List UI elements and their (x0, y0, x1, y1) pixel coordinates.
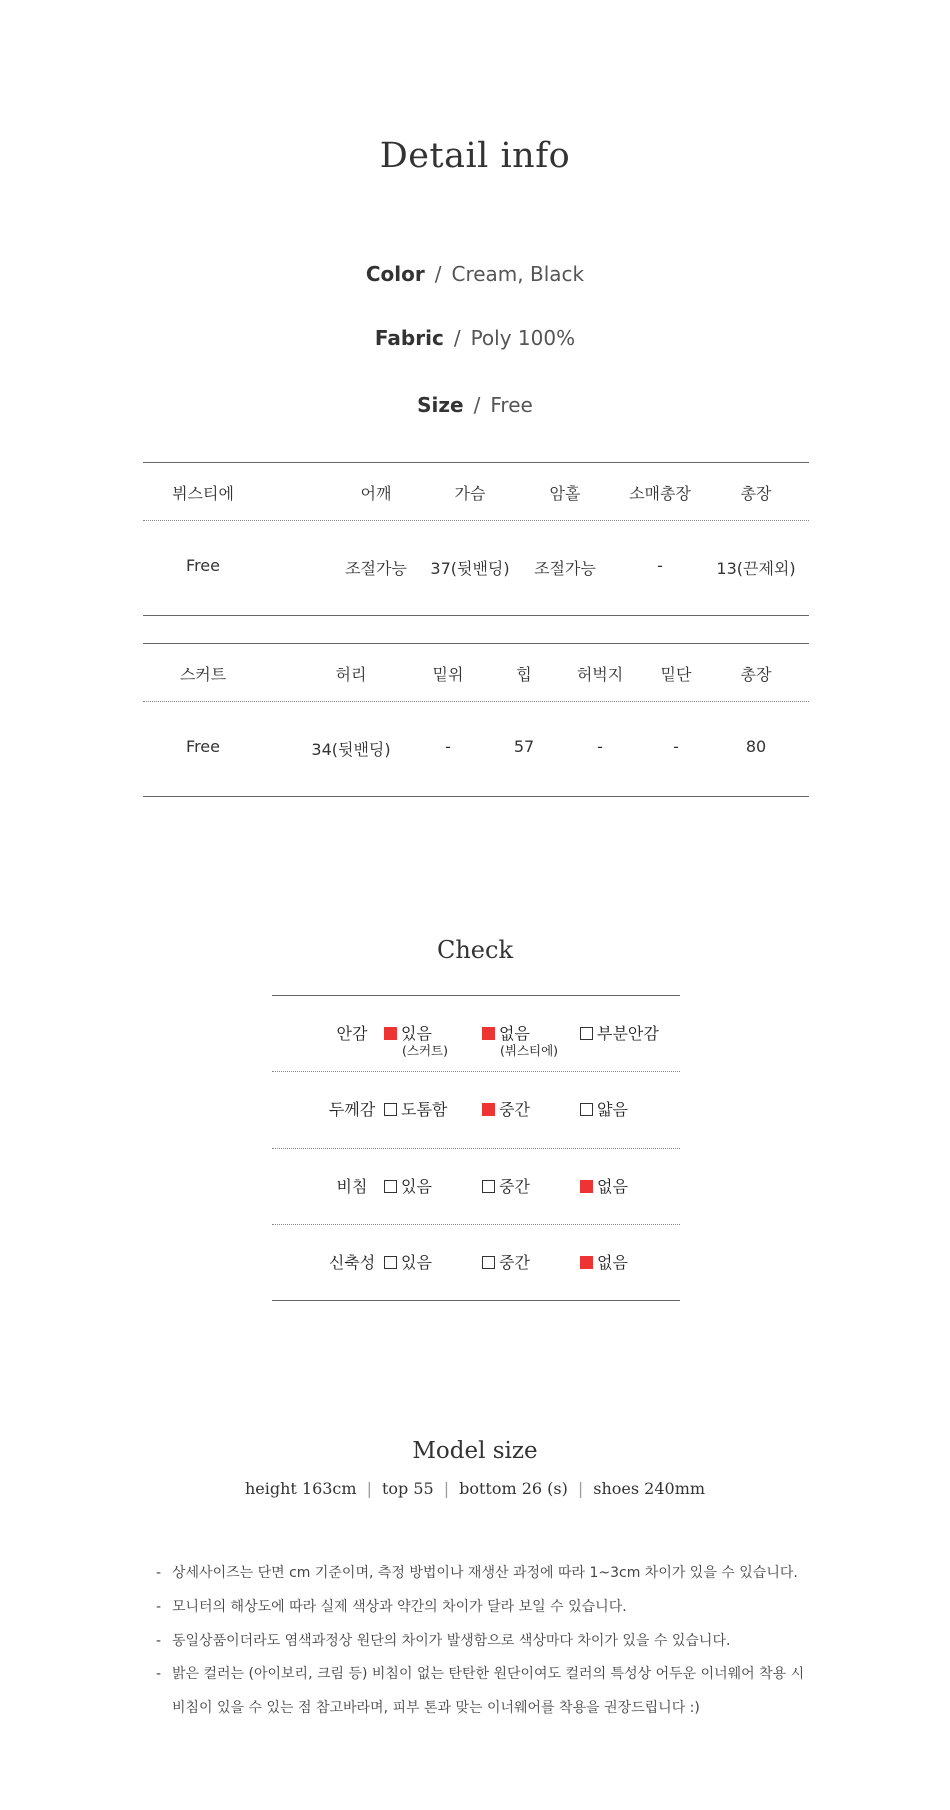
option-text: 없음 (597, 1177, 628, 1196)
header-cell: 총장 (740, 484, 772, 503)
spec-color-value: Cream, Black (451, 262, 585, 286)
note-item (156, 1562, 798, 1582)
value-cell: Free (186, 737, 220, 756)
check-option (580, 1174, 628, 1197)
value-cell: - (597, 737, 603, 756)
pipe-separator: | (577, 1479, 584, 1498)
bustier-size-table (143, 462, 809, 616)
header-cell: 어깨 (360, 484, 392, 503)
check-option (580, 1021, 659, 1044)
model-top: top 55 (381, 1479, 434, 1498)
value-cell: Free (186, 556, 220, 575)
option-note: (스커트) (402, 1043, 448, 1058)
header-cell: 가슴 (454, 484, 486, 503)
spec-fabric-label: Fabric (374, 326, 444, 350)
table-rule (143, 796, 809, 797)
value-cell: 34(뒷밴딩) (311, 740, 391, 759)
header-cell: 총장 (740, 665, 772, 684)
header-cell: 허벅지 (576, 665, 624, 684)
note-text: 모니터의 해상도에 따라 실제 색상과 약간의 차이가 달라 보일 수 있습니다. (172, 1599, 627, 1615)
table-rule (143, 615, 809, 616)
option-text: 부분안감 (597, 1024, 659, 1043)
check-option (384, 1097, 447, 1120)
checkbox-icon (580, 1256, 593, 1269)
check-option (580, 1097, 628, 1120)
header-cell: 허리 (335, 665, 367, 684)
checkbox-icon (482, 1256, 495, 1269)
spec-fabric (0, 326, 950, 350)
checkbox-icon (580, 1103, 593, 1116)
value-cell: - (657, 556, 663, 575)
table-rule (143, 462, 809, 463)
check-option (384, 1250, 432, 1273)
header-cell: 밑위 (432, 665, 464, 684)
option-text: 없음 (499, 1024, 530, 1043)
pipe-separator: | (366, 1479, 372, 1498)
model-size-title: Model size (412, 1438, 538, 1464)
table-rule (272, 995, 680, 996)
table-divider (272, 1224, 680, 1225)
check-option (580, 1250, 628, 1273)
check-option (482, 1097, 530, 1120)
table-divider (143, 701, 809, 702)
option-text: 없음 (597, 1253, 628, 1272)
option-text: 있음 (401, 1024, 432, 1043)
check-title: Check (436, 936, 513, 964)
header-cell: 소매총장 (629, 484, 691, 503)
value-cell: 37(뒷밴딩) (430, 559, 510, 578)
check-table (272, 995, 680, 1301)
table-divider (272, 1071, 680, 1072)
spec-color (0, 262, 950, 286)
model-shoes: shoes 240mm (593, 1479, 706, 1498)
checkbox-icon (580, 1180, 593, 1193)
note-text: 상세사이즈는 단면 cm 기준이며, 측정 방법이나 재생산 과정에 따라 1~3cm 차이가 있을 수 있습니다. (172, 1565, 798, 1581)
model-size-line (0, 1479, 950, 1498)
value-cell: 조절가능 (345, 559, 407, 578)
value-cell: - (445, 737, 451, 756)
table-divider (143, 520, 809, 521)
spec-size-value: Free (490, 393, 533, 417)
checkbox-icon (384, 1180, 397, 1193)
checkbox-icon (384, 1103, 397, 1116)
checkbox-icon (580, 1027, 593, 1040)
value-cell: 조절가능 (534, 559, 596, 578)
table-divider (272, 1148, 680, 1149)
check-label-stretch: 신축성 (328, 1253, 376, 1272)
detail-info-title: Detail info (379, 136, 571, 176)
note-item (156, 1630, 730, 1650)
header-cell: 밑단 (660, 665, 692, 684)
spec-separator: / (453, 326, 461, 350)
spec-fabric-value: Poly 100% (470, 326, 576, 350)
spec-separator: / (473, 393, 481, 417)
check-label-lining: 안감 (336, 1024, 368, 1043)
note-dash: - (156, 1633, 162, 1649)
spec-size (0, 393, 950, 417)
spec-size-label: Size (417, 393, 464, 417)
table-rule (143, 643, 809, 644)
value-cell: 13(끈제외) (716, 559, 796, 578)
checkbox-icon (482, 1180, 495, 1193)
check-option (482, 1250, 530, 1273)
skirt-size-table (143, 643, 809, 797)
header-cell: 뷔스티에 (172, 484, 234, 503)
option-text: 있음 (401, 1253, 432, 1272)
checkbox-icon (384, 1256, 397, 1269)
note-item (156, 1596, 627, 1616)
note-dash: - (156, 1666, 162, 1682)
checkbox-icon (384, 1027, 397, 1040)
note-text: 동일상품이더라도 염색과정상 원단의 차이가 발생함으로 색상마다 차이가 있을 수 있습니다. (172, 1633, 731, 1649)
header-cell: 암홀 (549, 484, 581, 503)
value-cell: 57 (513, 737, 535, 756)
note-item (156, 1663, 804, 1683)
option-text: 있음 (401, 1177, 432, 1196)
table-rule (272, 1300, 680, 1301)
checkbox-icon (482, 1027, 495, 1040)
pipe-separator: | (443, 1479, 450, 1498)
value-cell: - (673, 737, 679, 756)
header-cell: 힙 (516, 665, 532, 684)
check-label-sheerness: 비침 (336, 1177, 368, 1196)
option-note: (뷔스티에) (500, 1043, 559, 1058)
note-continuation: 비침이 있을 수 있는 점 참고바라며, 피부 톤과 맞는 이너웨어를 착용을 권장드립니다 :) (172, 1700, 700, 1716)
option-text: 중간 (499, 1100, 530, 1119)
model-height: height 163cm (244, 1479, 357, 1498)
check-option (384, 1174, 432, 1197)
note-dash: - (156, 1565, 162, 1581)
option-text: 도톰함 (401, 1100, 448, 1119)
note-text: 밝은 컬러는 (아이보리, 크림 등) 비침이 없는 탄탄한 원단이여도 컬러의 특성상 어두운 이너웨어 착용 시 (172, 1666, 805, 1682)
check-option (482, 1174, 530, 1197)
option-text: 중간 (499, 1177, 530, 1196)
spec-separator: / (434, 262, 442, 286)
value-cell: 80 (745, 737, 767, 756)
header-cell: 스커트 (179, 665, 227, 684)
note-dash: - (156, 1599, 162, 1615)
option-text: 중간 (499, 1253, 530, 1272)
checkbox-icon (482, 1103, 495, 1116)
spec-color-label: Color (365, 262, 425, 286)
check-label-thickness: 두께감 (328, 1100, 376, 1119)
model-bottom: bottom 26 (s) (459, 1479, 568, 1498)
option-text: 얇음 (597, 1100, 628, 1119)
